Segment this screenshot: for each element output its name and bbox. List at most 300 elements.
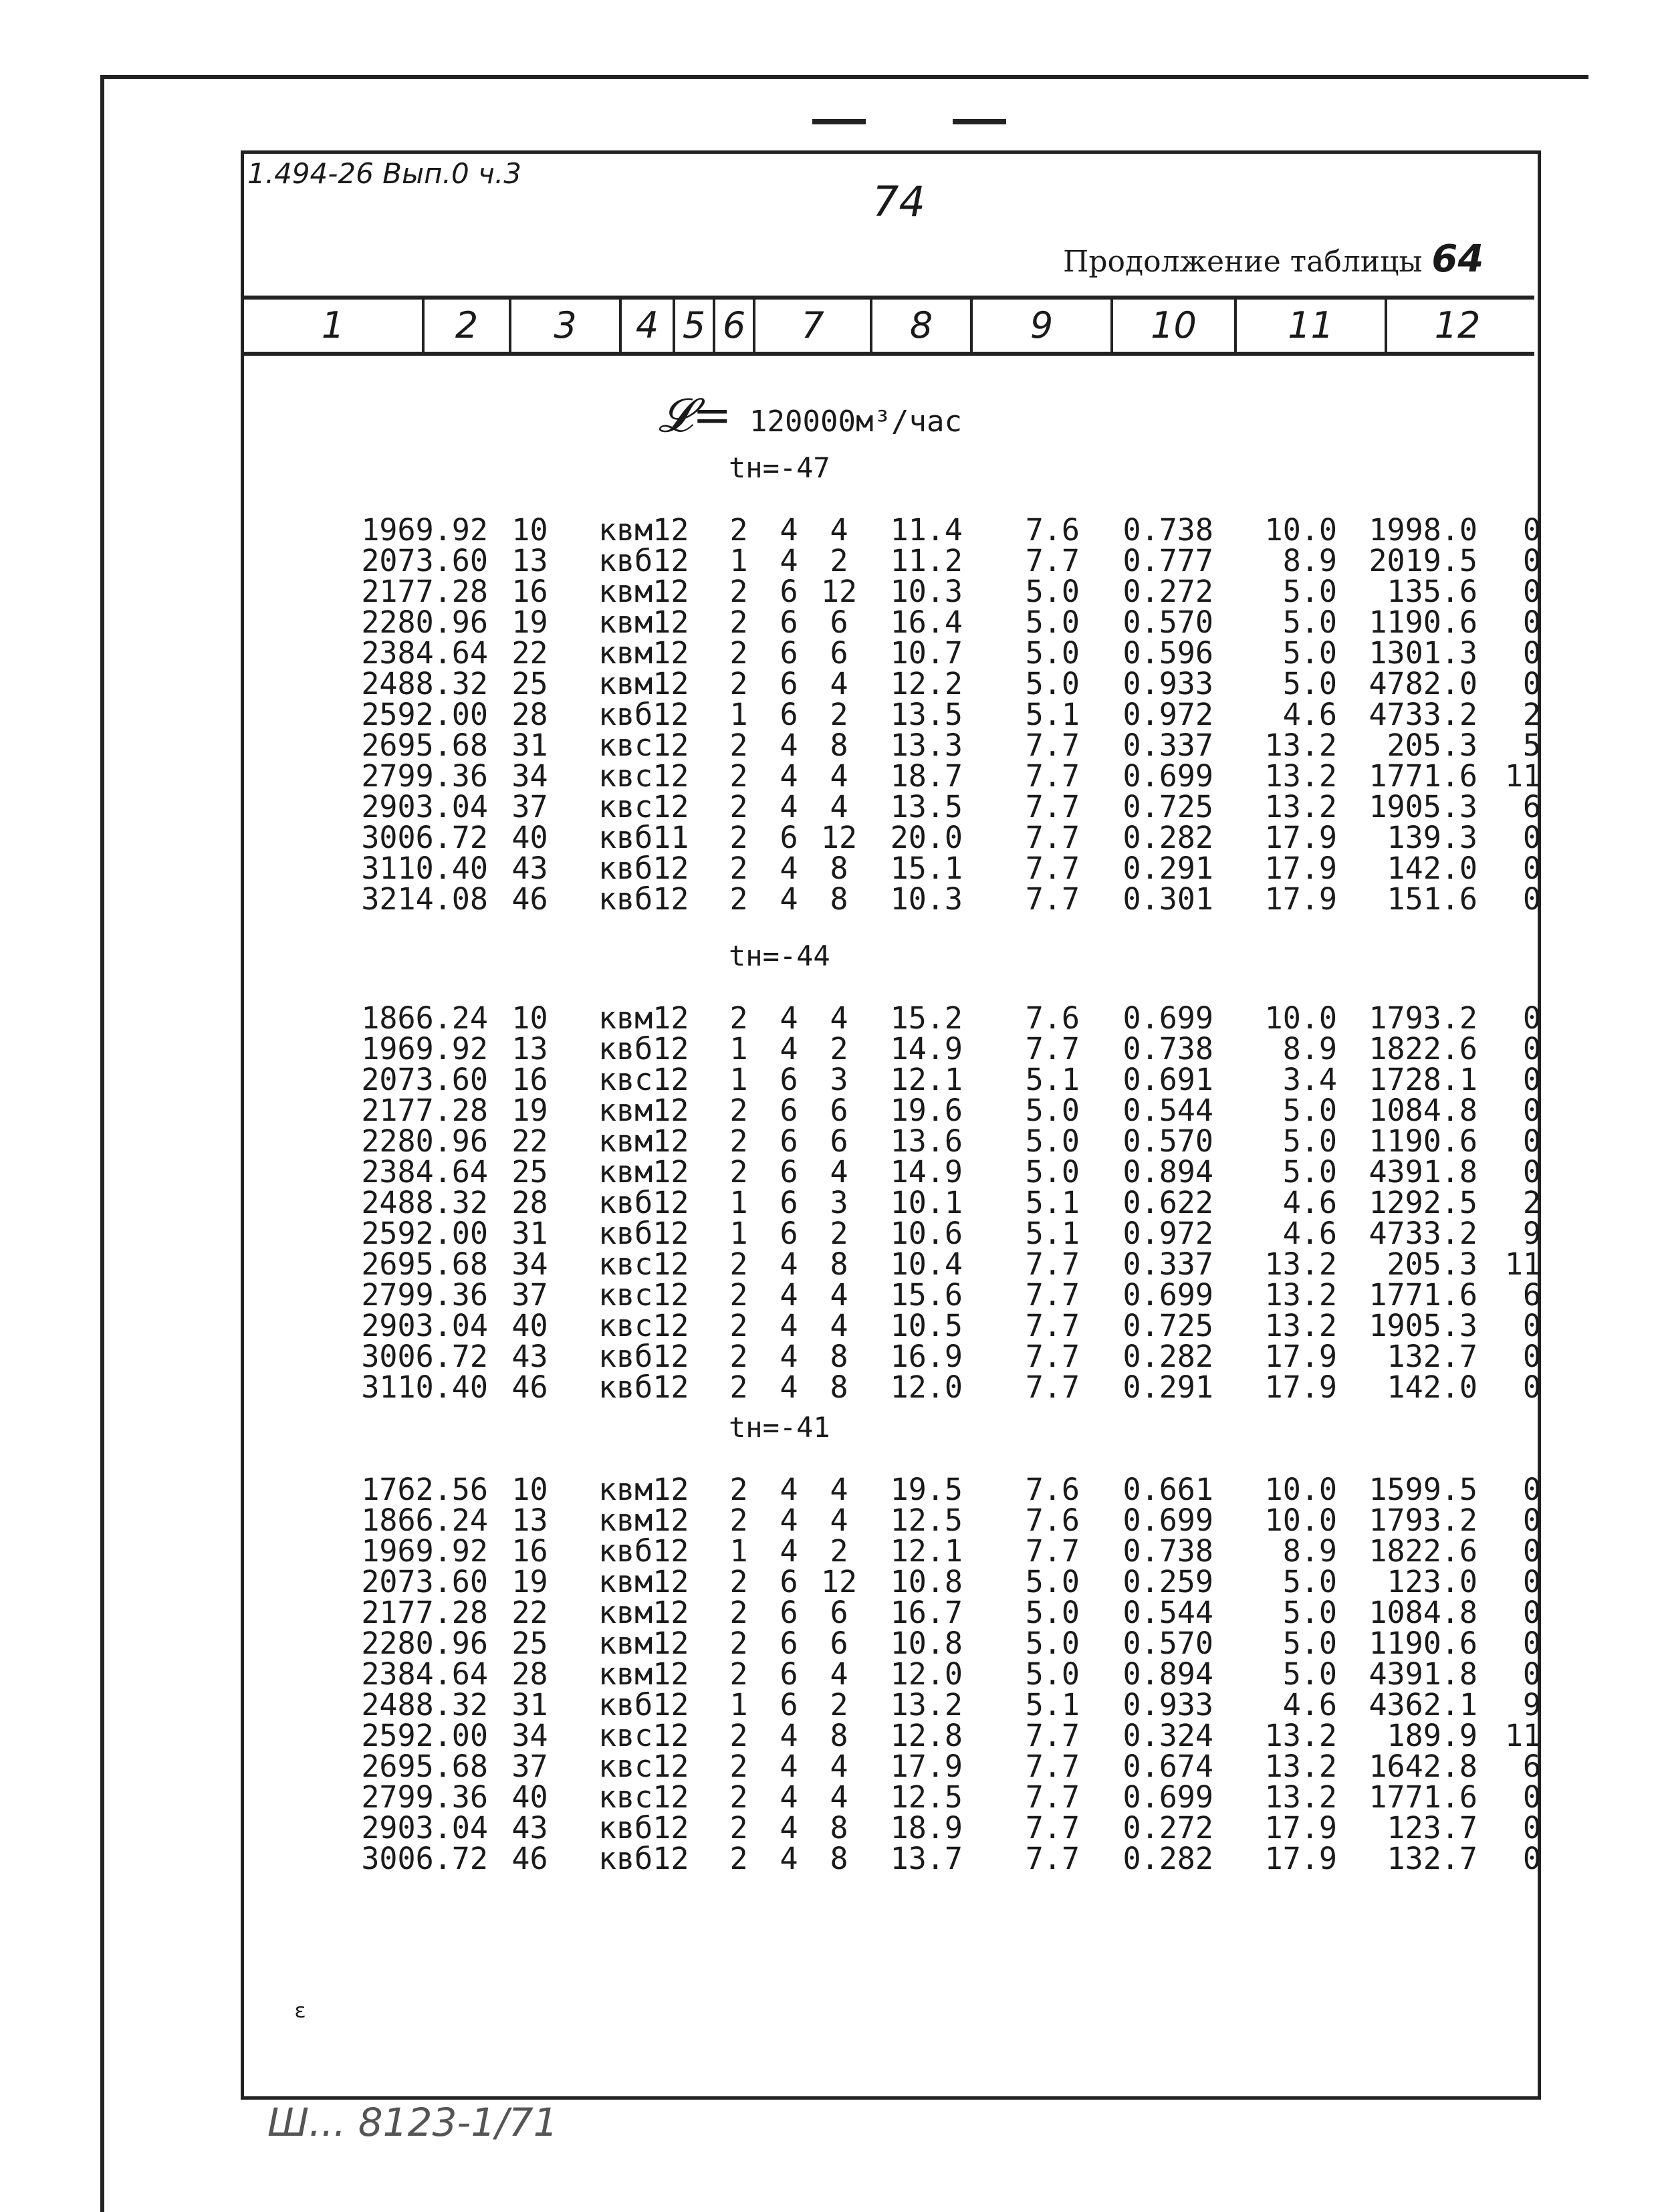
table-cell-col-4: 2 bbox=[729, 1656, 748, 1692]
table-cell-col-12: 0 bbox=[1522, 1503, 1541, 1538]
table-cell-col-2: 16 bbox=[511, 574, 548, 609]
table-cell-col-6: 4 bbox=[830, 1308, 848, 1343]
table-cell-col-6: 8 bbox=[830, 1339, 848, 1374]
table-cell-col-2: 37 bbox=[511, 789, 548, 824]
table-cell-col-4: 2 bbox=[729, 1779, 748, 1815]
table-cell-col-4: 2 bbox=[729, 1277, 748, 1313]
table-cell-col-11: 1905.3 bbox=[1369, 1308, 1477, 1343]
table-cell-col-2: 25 bbox=[511, 666, 548, 701]
table-cell-col-3: квб12 bbox=[598, 1369, 689, 1405]
table-cell-col-8: 5.1 bbox=[1025, 1185, 1080, 1220]
table-cell-col-10: 8.9 bbox=[1282, 1533, 1337, 1569]
table-cell-col-9: 0.738 bbox=[1122, 1031, 1213, 1067]
table-cell-col-7: 15.6 bbox=[890, 1277, 963, 1313]
table-cell-col-8: 5.1 bbox=[1025, 1216, 1080, 1251]
table-cell-col-8: 7.7 bbox=[1025, 789, 1080, 824]
table-cell-col-10: 5.0 bbox=[1282, 1626, 1337, 1661]
table-cell-col-6: 8 bbox=[830, 1369, 848, 1405]
table-cell-col-11: 1301.3 bbox=[1369, 635, 1477, 671]
table-cell-col-11: 1190.6 bbox=[1369, 1123, 1477, 1159]
table-cell-col-9: 0.324 bbox=[1122, 1718, 1213, 1753]
table-cell-col-5: 6 bbox=[780, 574, 798, 609]
table-cell-col-8: 7.7 bbox=[1025, 1533, 1080, 1569]
table-cell-col-5: 4 bbox=[780, 1339, 798, 1374]
table-cell-col-7: 13.5 bbox=[890, 697, 963, 732]
table-cell-col-2: 13 bbox=[511, 1503, 548, 1538]
table-row bbox=[254, 1844, 1541, 1874]
table-cell-col-7: 16.7 bbox=[890, 1595, 963, 1630]
table-cell-col-6: 8 bbox=[830, 881, 848, 917]
table-cell-col-1: 2592.00 bbox=[361, 697, 488, 732]
table-cell-col-11: 1998.0 bbox=[1369, 512, 1477, 548]
table-cell-col-11: 123.0 bbox=[1387, 1564, 1477, 1599]
table-cell-col-8: 7.7 bbox=[1025, 758, 1080, 794]
table-cell-col-3: квб12 bbox=[598, 1185, 689, 1220]
table-cell-col-8: 7.7 bbox=[1025, 1277, 1080, 1313]
table-cell-col-1: 2280.96 bbox=[361, 1626, 488, 1661]
table-cell-col-6: 2 bbox=[830, 543, 848, 578]
table-cell-col-12: 0 bbox=[1522, 1000, 1541, 1036]
table-cell-col-12: 0 bbox=[1522, 512, 1541, 548]
flow-equals: = bbox=[692, 388, 732, 443]
table-cell-col-8: 7.7 bbox=[1025, 1339, 1080, 1374]
table-cell-col-8: 7.7 bbox=[1025, 1779, 1080, 1815]
table-cell-col-6: 2 bbox=[830, 1216, 848, 1251]
table-cell-col-12: 9 bbox=[1522, 1687, 1541, 1723]
column-number: 10 bbox=[1113, 300, 1237, 352]
column-number: 7 bbox=[755, 300, 872, 352]
table-cell-col-11: 142.0 bbox=[1387, 851, 1477, 886]
table-cell-col-6: 6 bbox=[830, 1595, 848, 1630]
table-cell-col-2: 13 bbox=[511, 1031, 548, 1067]
table-cell-col-5: 4 bbox=[780, 881, 798, 917]
table-cell-col-5: 4 bbox=[780, 758, 798, 794]
table-cell-col-10: 13.2 bbox=[1264, 1246, 1337, 1282]
table-cell-col-12: 11 bbox=[1504, 758, 1541, 794]
table-cell-col-8: 5.0 bbox=[1025, 1123, 1080, 1159]
table-cell-col-2: 43 bbox=[511, 1810, 548, 1846]
table-cell-col-9: 0.699 bbox=[1122, 1503, 1213, 1538]
table-row bbox=[254, 1628, 1541, 1659]
table-cell-col-9: 0.291 bbox=[1122, 1369, 1213, 1405]
top-dash-right bbox=[953, 119, 1006, 124]
column-number: 1 bbox=[244, 300, 425, 352]
table-cell-col-9: 0.699 bbox=[1122, 758, 1213, 794]
table-cell-col-6: 4 bbox=[830, 1472, 848, 1507]
table-row bbox=[254, 699, 1541, 730]
table-cell-col-6: 6 bbox=[830, 1123, 848, 1159]
table-cell-col-10: 5.0 bbox=[1282, 1656, 1337, 1692]
table-row bbox=[254, 515, 1541, 546]
table-cell-col-12: 0 bbox=[1522, 851, 1541, 886]
table-cell-col-10: 13.2 bbox=[1264, 1308, 1337, 1343]
table-cell-col-11: 1771.6 bbox=[1369, 1277, 1477, 1313]
table-cell-col-7: 16.9 bbox=[890, 1339, 963, 1374]
table-cell-col-11: 2019.5 bbox=[1369, 543, 1477, 578]
table-cell-col-4: 2 bbox=[729, 635, 748, 671]
table-cell-col-12: 11 bbox=[1504, 1718, 1541, 1753]
table-cell-col-10: 5.0 bbox=[1282, 1154, 1337, 1190]
table-cell-col-12: 6 bbox=[1522, 789, 1541, 824]
table-row bbox=[254, 1065, 1541, 1095]
continuation-caption bbox=[1063, 237, 1484, 281]
table-cell-col-1: 2177.28 bbox=[361, 1595, 488, 1630]
table-cell-col-3: квм12 bbox=[598, 635, 689, 671]
table-cell-col-2: 46 bbox=[511, 1841, 548, 1876]
table-cell-col-3: квс12 bbox=[598, 1308, 689, 1343]
table-cell-col-1: 2073.60 bbox=[361, 543, 488, 578]
table-cell-col-8: 7.7 bbox=[1025, 543, 1080, 578]
table-row bbox=[254, 546, 1541, 576]
column-number: 5 bbox=[675, 300, 715, 352]
table-cell-col-12: 11 bbox=[1504, 1246, 1541, 1282]
table-cell-col-3: квм12 bbox=[598, 1595, 689, 1630]
table-row bbox=[254, 607, 1541, 638]
table-cell-col-10: 5.0 bbox=[1282, 1123, 1337, 1159]
table-cell-col-7: 11.2 bbox=[890, 543, 963, 578]
table-cell-col-2: 10 bbox=[511, 1000, 548, 1036]
table-cell-col-2: 16 bbox=[511, 1533, 548, 1569]
table-cell-col-2: 13 bbox=[511, 543, 548, 578]
table-cell-col-11: 1728.1 bbox=[1369, 1062, 1477, 1097]
table-row bbox=[254, 638, 1541, 669]
table-cell-col-1: 2903.04 bbox=[361, 789, 488, 824]
table-cell-col-3: квс12 bbox=[598, 1749, 689, 1784]
table-cell-col-6: 4 bbox=[830, 758, 848, 794]
table-cell-col-11: 1292.5 bbox=[1369, 1185, 1477, 1220]
table-cell-col-10: 4.6 bbox=[1282, 1185, 1337, 1220]
table-cell-col-11: 1905.3 bbox=[1369, 789, 1477, 824]
table-cell-col-4: 2 bbox=[729, 1841, 748, 1876]
table-cell-col-3: квс12 bbox=[598, 789, 689, 824]
table-cell-col-5: 6 bbox=[780, 1093, 798, 1128]
table-cell-col-9: 0.894 bbox=[1122, 1154, 1213, 1190]
table-cell-col-1: 2799.36 bbox=[361, 1277, 488, 1313]
table-cell-col-7: 13.7 bbox=[890, 1841, 963, 1876]
table-cell-col-2: 34 bbox=[511, 1246, 548, 1282]
table-row bbox=[254, 1751, 1541, 1782]
table-cell-col-5: 6 bbox=[780, 604, 798, 640]
table-cell-col-5: 4 bbox=[780, 1718, 798, 1753]
table-cell-col-4: 2 bbox=[729, 512, 748, 548]
table-cell-col-7: 16.4 bbox=[890, 604, 963, 640]
table-cell-col-10: 17.9 bbox=[1264, 1339, 1337, 1374]
continuation-table-number: 64 bbox=[1431, 237, 1484, 281]
column-number: 3 bbox=[511, 300, 622, 352]
table-cell-col-6: 12 bbox=[820, 1564, 858, 1599]
flow-symbol: 𝓛 bbox=[659, 388, 693, 443]
table-cell-col-5: 6 bbox=[780, 1564, 798, 1599]
table-cell-col-9: 0.282 bbox=[1122, 1339, 1213, 1374]
table-cell-col-6: 4 bbox=[830, 1277, 848, 1313]
table-cell-col-6: 4 bbox=[830, 1749, 848, 1784]
table-cell-col-8: 5.0 bbox=[1025, 1564, 1080, 1599]
table-row bbox=[254, 822, 1541, 853]
page-number: 74 bbox=[872, 177, 925, 226]
table-cell-col-10: 13.2 bbox=[1264, 789, 1337, 824]
table-cell-col-3: квб12 bbox=[598, 697, 689, 732]
table-cell-col-8: 5.0 bbox=[1025, 1093, 1080, 1128]
table-cell-col-11: 205.3 bbox=[1387, 1246, 1477, 1282]
table-cell-col-6: 6 bbox=[830, 1626, 848, 1661]
table-cell-col-10: 13.2 bbox=[1264, 1277, 1337, 1313]
table-cell-col-12: 0 bbox=[1522, 1656, 1541, 1692]
flow-value: 120000м³/час bbox=[749, 405, 962, 439]
table-cell-col-12: 0 bbox=[1522, 1779, 1541, 1815]
table-cell-col-2: 28 bbox=[511, 1185, 548, 1220]
table-cell-col-3: квм12 bbox=[598, 1626, 689, 1661]
table-cell-col-3: квс12 bbox=[598, 1779, 689, 1815]
table-cell-col-3: квм12 bbox=[598, 1503, 689, 1538]
section-label: tн=-41 bbox=[729, 1411, 830, 1444]
table-cell-col-5: 4 bbox=[780, 1246, 798, 1282]
table-row bbox=[254, 1188, 1541, 1218]
table-cell-col-11: 4782.0 bbox=[1369, 666, 1477, 701]
table-cell-col-8: 7.7 bbox=[1025, 881, 1080, 917]
table-cell-col-4: 2 bbox=[729, 574, 748, 609]
table-cell-col-12: 2 bbox=[1522, 697, 1541, 732]
table-cell-col-12: 5 bbox=[1522, 728, 1541, 763]
table-cell-col-4: 1 bbox=[729, 1031, 748, 1067]
table-cell-col-2: 46 bbox=[511, 881, 548, 917]
table-cell-col-3: квм12 bbox=[598, 604, 689, 640]
table-cell-col-12: 0 bbox=[1522, 820, 1541, 855]
table-cell-col-7: 12.8 bbox=[890, 1718, 963, 1753]
table-cell-col-2: 25 bbox=[511, 1626, 548, 1661]
table-cell-col-1: 2695.68 bbox=[361, 1246, 488, 1282]
table-cell-col-4: 2 bbox=[729, 604, 748, 640]
table-cell-col-5: 6 bbox=[780, 1687, 798, 1723]
table-cell-col-8: 5.0 bbox=[1025, 574, 1080, 609]
table-cell-col-9: 0.725 bbox=[1122, 789, 1213, 824]
table-cell-col-3: квм12 bbox=[598, 574, 689, 609]
table-cell-col-6: 4 bbox=[830, 1656, 848, 1692]
table-cell-col-8: 5.1 bbox=[1025, 1062, 1080, 1097]
top-dash-left bbox=[812, 119, 866, 124]
table-cell-col-6: 3 bbox=[830, 1062, 848, 1097]
table-cell-col-2: 31 bbox=[511, 1687, 548, 1723]
table-cell-col-7: 12.1 bbox=[890, 1533, 963, 1569]
table-cell-col-8: 7.7 bbox=[1025, 1749, 1080, 1784]
table-cell-col-7: 20.0 bbox=[890, 820, 963, 855]
table-cell-col-10: 10.0 bbox=[1264, 512, 1337, 548]
table-cell-col-1: 1866.24 bbox=[361, 1000, 488, 1036]
table-cell-col-9: 0.272 bbox=[1122, 574, 1213, 609]
table-cell-col-2: 25 bbox=[511, 1154, 548, 1190]
table-cell-col-5: 6 bbox=[780, 1123, 798, 1159]
table-cell-col-12: 0 bbox=[1522, 1841, 1541, 1876]
table-cell-col-12: 0 bbox=[1522, 543, 1541, 578]
table-cell-col-6: 6 bbox=[830, 1093, 848, 1128]
table-cell-col-2: 34 bbox=[511, 1718, 548, 1753]
table-cell-col-5: 6 bbox=[780, 820, 798, 855]
table-cell-col-7: 18.7 bbox=[890, 758, 963, 794]
table-cell-col-1: 2488.32 bbox=[361, 1687, 488, 1723]
table-cell-col-11: 1793.2 bbox=[1369, 1000, 1477, 1036]
table-cell-col-8: 5.0 bbox=[1025, 666, 1080, 701]
table-cell-col-5: 4 bbox=[780, 1749, 798, 1784]
table-cell-col-8: 7.6 bbox=[1025, 1472, 1080, 1507]
table-cell-col-9: 0.291 bbox=[1122, 851, 1213, 886]
table-cell-col-9: 0.738 bbox=[1122, 512, 1213, 548]
table-cell-col-9: 0.570 bbox=[1122, 1626, 1213, 1661]
table-cell-col-7: 17.9 bbox=[890, 1749, 963, 1784]
table-cell-col-2: 43 bbox=[511, 1339, 548, 1374]
table-cell-col-8: 7.7 bbox=[1025, 728, 1080, 763]
table-cell-col-2: 10 bbox=[511, 1472, 548, 1507]
table-row bbox=[254, 1690, 1541, 1721]
table-cell-col-4: 2 bbox=[729, 1626, 748, 1661]
table-cell-col-2: 37 bbox=[511, 1749, 548, 1784]
table-cell-col-1: 1969.92 bbox=[361, 1031, 488, 1067]
table-cell-col-1: 3006.72 bbox=[361, 1841, 488, 1876]
table-cell-col-2: 34 bbox=[511, 758, 548, 794]
table-cell-col-7: 18.9 bbox=[890, 1810, 963, 1846]
table-cell-col-6: 8 bbox=[830, 1246, 848, 1282]
table-row bbox=[254, 1659, 1541, 1690]
table-cell-col-9: 0.272 bbox=[1122, 1810, 1213, 1846]
table-cell-col-9: 0.259 bbox=[1122, 1564, 1213, 1599]
table-cell-col-3: квб12 bbox=[598, 1031, 689, 1067]
column-number-row bbox=[244, 296, 1534, 356]
table-cell-col-5: 4 bbox=[780, 1000, 798, 1036]
table-cell-col-3: квс12 bbox=[598, 1246, 689, 1282]
table-cell-col-4: 2 bbox=[729, 1749, 748, 1784]
table-cell-col-12: 6 bbox=[1522, 1749, 1541, 1784]
table-cell-col-1: 3110.40 bbox=[361, 851, 488, 886]
table-cell-col-11: 4733.2 bbox=[1369, 1216, 1477, 1251]
table-cell-col-4: 2 bbox=[729, 666, 748, 701]
table-cell-col-10: 13.2 bbox=[1264, 1718, 1337, 1753]
table-cell-col-7: 19.5 bbox=[890, 1472, 963, 1507]
table-cell-col-1: 1866.24 bbox=[361, 1503, 488, 1538]
table-cell-col-4: 2 bbox=[729, 789, 748, 824]
table-cell-col-5: 6 bbox=[780, 1626, 798, 1661]
table-cell-col-9: 0.282 bbox=[1122, 1841, 1213, 1876]
table-cell-col-2: 22 bbox=[511, 1595, 548, 1630]
table-cell-col-12: 0 bbox=[1522, 1339, 1541, 1374]
table-cell-col-12: 0 bbox=[1522, 666, 1541, 701]
table-cell-col-4: 1 bbox=[729, 697, 748, 732]
table-cell-col-12: 0 bbox=[1522, 1308, 1541, 1343]
table-cell-col-10: 4.6 bbox=[1282, 1216, 1337, 1251]
table-row bbox=[254, 1536, 1541, 1567]
table-cell-col-8: 5.1 bbox=[1025, 697, 1080, 732]
table-cell-col-3: квб12 bbox=[598, 1339, 689, 1374]
table-cell-col-7: 14.9 bbox=[890, 1154, 963, 1190]
table-row bbox=[254, 1311, 1541, 1341]
table-cell-col-6: 8 bbox=[830, 1841, 848, 1876]
table-cell-col-3: квс12 bbox=[598, 758, 689, 794]
table-cell-col-9: 0.622 bbox=[1122, 1185, 1213, 1220]
table-cell-col-3: квб12 bbox=[598, 1810, 689, 1846]
table-cell-col-6: 3 bbox=[830, 1185, 848, 1220]
table-cell-col-9: 0.777 bbox=[1122, 543, 1213, 578]
table-cell-col-7: 13.6 bbox=[890, 1123, 963, 1159]
table-cell-col-7: 13.2 bbox=[890, 1687, 963, 1723]
table-cell-col-5: 6 bbox=[780, 697, 798, 732]
table-cell-col-9: 0.738 bbox=[1122, 1533, 1213, 1569]
table-cell-col-6: 8 bbox=[830, 728, 848, 763]
table-cell-col-6: 2 bbox=[830, 1687, 848, 1723]
table-cell-col-8: 7.6 bbox=[1025, 1503, 1080, 1538]
table-cell-col-6: 4 bbox=[830, 1000, 848, 1036]
table-cell-col-4: 2 bbox=[729, 1472, 748, 1507]
table-cell-col-5: 4 bbox=[780, 1841, 798, 1876]
table-cell-col-8: 7.7 bbox=[1025, 1031, 1080, 1067]
table-cell-col-7: 10.8 bbox=[890, 1564, 963, 1599]
table-cell-col-12: 0 bbox=[1522, 1154, 1541, 1190]
table-cell-col-6: 12 bbox=[820, 820, 858, 855]
table-cell-col-3: квм12 bbox=[598, 1472, 689, 1507]
table-row bbox=[254, 1157, 1541, 1188]
table-cell-col-8: 7.7 bbox=[1025, 1718, 1080, 1753]
table-cell-col-2: 22 bbox=[511, 1123, 548, 1159]
table-cell-col-2: 28 bbox=[511, 697, 548, 732]
table-cell-col-2: 10 bbox=[511, 512, 548, 548]
table-cell-col-1: 2384.64 bbox=[361, 1154, 488, 1190]
data-table-section-2 bbox=[254, 1000, 1541, 1405]
table-cell-col-6: 4 bbox=[830, 1503, 848, 1538]
table-cell-col-3: квс12 bbox=[598, 1062, 689, 1097]
table-cell-col-5: 4 bbox=[780, 1503, 798, 1538]
table-row bbox=[254, 730, 1541, 761]
table-cell-col-4: 2 bbox=[729, 1000, 748, 1036]
table-cell-col-3: квб12 bbox=[598, 851, 689, 886]
table-cell-col-5: 6 bbox=[780, 635, 798, 671]
table-cell-col-1: 2073.60 bbox=[361, 1062, 488, 1097]
table-cell-col-11: 1190.6 bbox=[1369, 1626, 1477, 1661]
table-cell-col-9: 0.933 bbox=[1122, 1687, 1213, 1723]
table-cell-col-1: 1969.92 bbox=[361, 1533, 488, 1569]
table-cell-col-1: 2695.68 bbox=[361, 1749, 488, 1784]
table-cell-col-6: 4 bbox=[830, 1154, 848, 1190]
table-cell-col-11: 151.6 bbox=[1387, 881, 1477, 917]
table-cell-col-12: 2 bbox=[1522, 1185, 1541, 1220]
table-cell-col-3: квм12 bbox=[598, 1093, 689, 1128]
table-cell-col-10: 4.6 bbox=[1282, 697, 1337, 732]
table-cell-col-10: 17.9 bbox=[1264, 1841, 1337, 1876]
table-cell-col-10: 13.2 bbox=[1264, 758, 1337, 794]
table-cell-col-7: 10.5 bbox=[890, 1308, 963, 1343]
table-cell-col-6: 8 bbox=[830, 1810, 848, 1846]
table-row bbox=[254, 1003, 1541, 1034]
table-cell-col-10: 13.2 bbox=[1264, 728, 1337, 763]
table-cell-col-11: 132.7 bbox=[1387, 1841, 1477, 1876]
table-cell-col-7: 10.8 bbox=[890, 1626, 963, 1661]
table-cell-col-5: 6 bbox=[780, 1656, 798, 1692]
table-cell-col-3: квб12 bbox=[598, 881, 689, 917]
table-cell-col-5: 4 bbox=[780, 1308, 798, 1343]
table-row bbox=[254, 1095, 1541, 1126]
table-row bbox=[254, 1126, 1541, 1157]
table-cell-col-4: 2 bbox=[729, 1123, 748, 1159]
table-cell-col-11: 4362.1 bbox=[1369, 1687, 1477, 1723]
table-cell-col-11: 189.9 bbox=[1387, 1718, 1477, 1753]
table-cell-col-10: 5.0 bbox=[1282, 1093, 1337, 1128]
table-cell-col-3: квб12 bbox=[598, 1533, 689, 1569]
table-cell-col-2: 40 bbox=[511, 1308, 548, 1343]
table-cell-col-5: 4 bbox=[780, 1533, 798, 1569]
table-cell-col-1: 2903.04 bbox=[361, 1308, 488, 1343]
table-cell-col-3: квм12 bbox=[598, 1656, 689, 1692]
table-cell-col-4: 2 bbox=[729, 1369, 748, 1405]
table-cell-col-3: квб12 bbox=[598, 1216, 689, 1251]
table-cell-col-9: 0.972 bbox=[1122, 1216, 1213, 1251]
table-cell-col-8: 7.6 bbox=[1025, 512, 1080, 548]
table-cell-col-4: 2 bbox=[729, 881, 748, 917]
table-cell-col-4: 1 bbox=[729, 1533, 748, 1569]
